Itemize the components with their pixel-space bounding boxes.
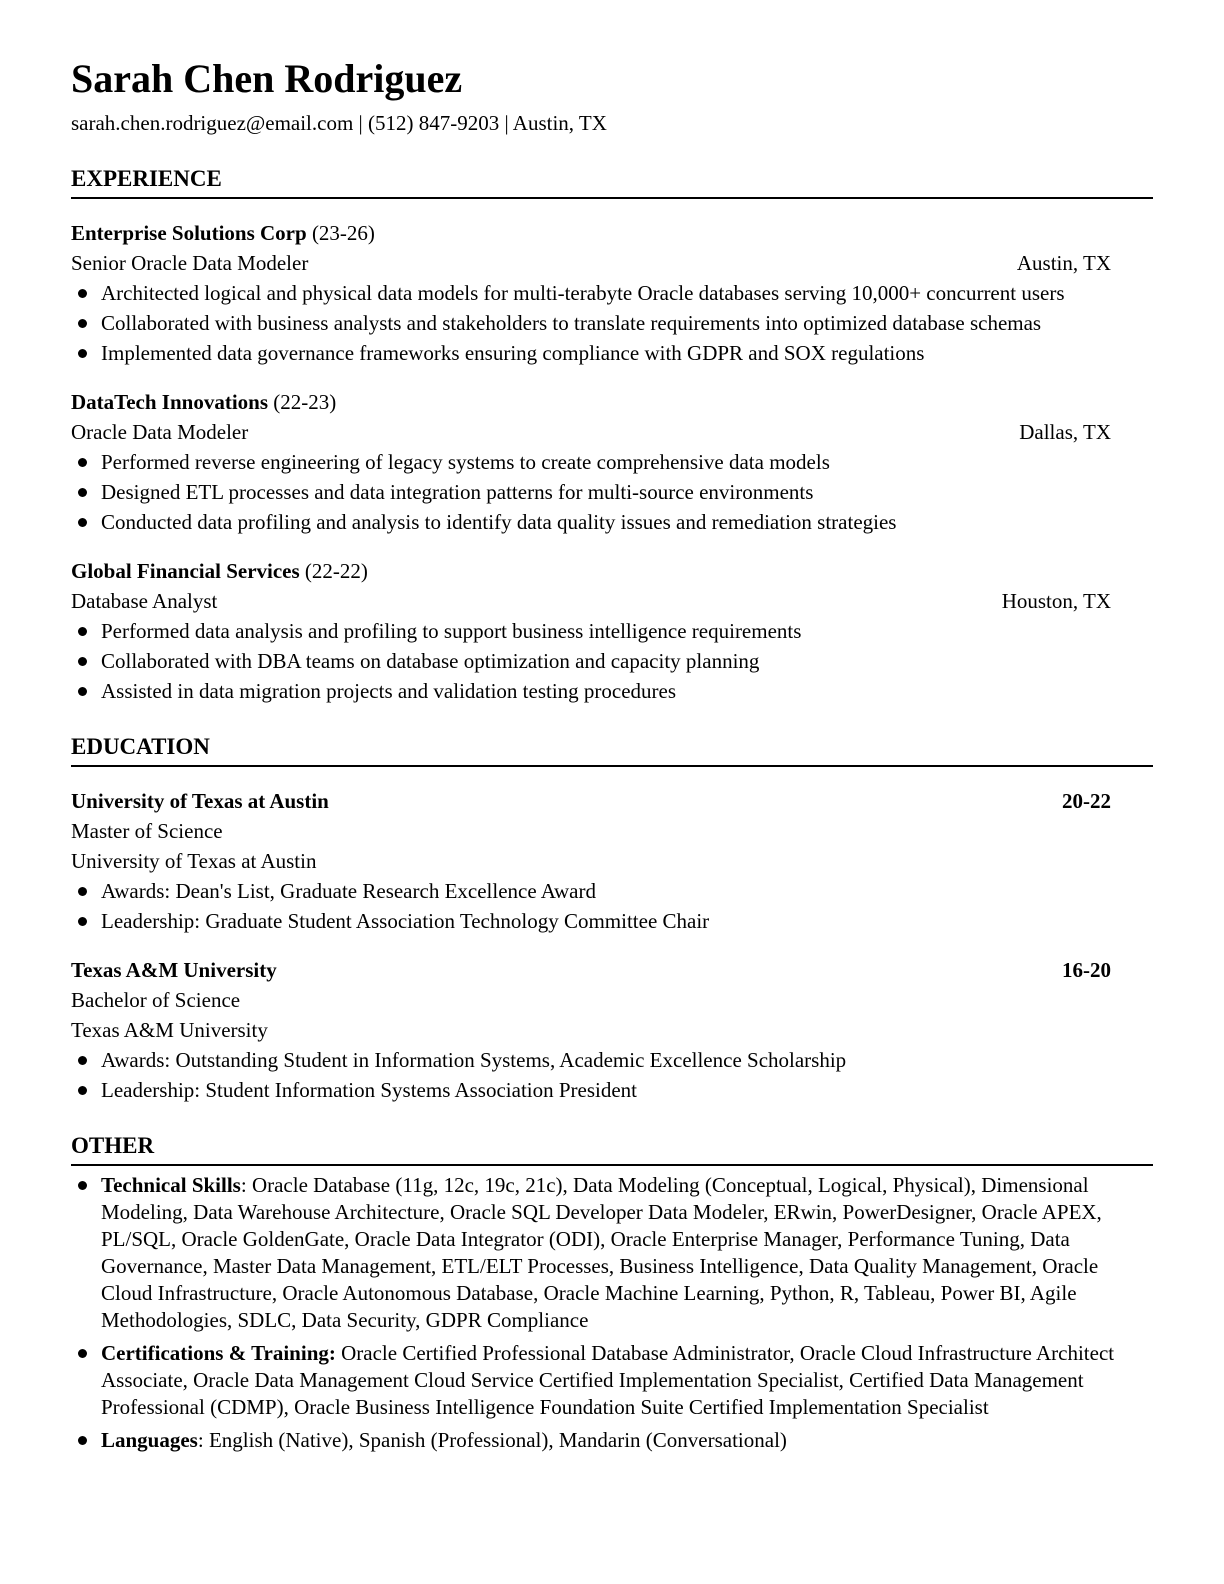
bullet-item: Awards: Dean's List, Graduate Research Excellence Award — [71, 876, 1153, 906]
role-line — [71, 417, 1153, 447]
school-dates: 16-20 — [1062, 958, 1111, 982]
bullet-item: Leadership: Graduate Student Association Technology Committee Chair — [71, 906, 1153, 936]
bullet-item: Architected logical and physical data models for multi-terabyte Oracle databases serving 10,000+ concurrent users — [71, 278, 1153, 308]
bullet-icon — [78, 887, 87, 896]
school-dates: 20-22 — [1062, 789, 1111, 813]
bullet-icon — [78, 458, 87, 467]
degree: Bachelor of Science — [71, 988, 241, 1012]
job-location: Dallas, TX — [1019, 420, 1111, 444]
job-role: Senior Oracle Data Modeler — [71, 251, 309, 275]
job-location: Houston, TX — [1001, 589, 1111, 613]
institution: University of Texas at Austin — [71, 849, 317, 873]
other-text: Oracle Certified Professional Database Administrator, Oracle Cloud Infrastructure Architect Associate, Oracle Data Management Cloud Service Certified Implementation Specialist, Certified Data Management Professional (CDMP), Oracle Business Intelligence Foundation Suite Certified Implementation Specialist — [101, 1341, 1115, 1419]
job-entry — [71, 218, 1153, 368]
other-text: : Oracle Database (11g, 12c, 19c, 21c), Data Modeling (Conceptual, Logical, Physical), Dimensional Modeling, Data Warehouse Architecture, Oracle SQL Developer Data Modeler, ERwin, PowerDesigner, Oracle APEX, PL/SQL, Oracle GoldenGate, Oracle Data Integrator (ODI), Oracle Enterprise Manager, Performance Tuning, Data Governance, Master Data Management, ETL/ELT Processes, Business Intelligence, Data Quality Management, Oracle Cloud Infrastructure, Oracle Autonomous Database, Oracle Machine Learning, Python, R, Tableau, Power BI, Agile Methodologies, SDLC, Data Security, GDPR Compliance — [101, 1173, 1102, 1332]
section-title-education: EDUCATION — [71, 734, 1153, 767]
school-entry — [71, 955, 1153, 1105]
bullet-item: Performed data analysis and profiling to support business intelligence requirements — [71, 616, 1153, 646]
company-name: Enterprise Solutions Corp — [71, 221, 307, 245]
company-dates: (23-26) — [311, 221, 375, 245]
bullet-icon — [78, 917, 87, 926]
bullet-item: Collaborated with DBA teams on database optimization and capacity planning — [71, 646, 1153, 676]
other-bullets — [71, 1172, 1153, 1454]
institution: Texas A&M University — [71, 1018, 268, 1042]
school-line — [71, 955, 1153, 985]
bullet-item: Awards: Outstanding Student in Information Systems, Academic Excellence Scholarship — [71, 1045, 1153, 1075]
school-name: Texas A&M University — [71, 958, 277, 982]
bullet-item: Performed reverse engineering of legacy systems to create comprehensive data models — [71, 447, 1153, 477]
job-role: Oracle Data Modeler — [71, 420, 249, 444]
other-label: Technical Skills — [101, 1173, 241, 1197]
school-entry — [71, 786, 1153, 936]
bullet-icon — [78, 518, 87, 527]
bullet-icon — [78, 1436, 87, 1445]
school-bullets — [71, 1045, 1153, 1105]
bullet-icon — [78, 1056, 87, 1065]
other-label: Languages — [101, 1428, 198, 1452]
other-item — [71, 1427, 1153, 1454]
role-line — [71, 586, 1153, 616]
role-line — [71, 248, 1153, 278]
bullet-icon — [78, 687, 87, 696]
job-location: Austin, TX — [1016, 251, 1111, 275]
other-item — [71, 1172, 1153, 1334]
job-role: Database Analyst — [71, 589, 218, 613]
section-title-other: OTHER — [71, 1133, 1153, 1166]
job-bullets — [71, 616, 1153, 706]
bullet-icon — [78, 289, 87, 298]
degree: Master of Science — [71, 819, 223, 843]
school-line — [71, 786, 1153, 816]
bullet-item: Implemented data governance frameworks ensuring compliance with GDPR and SOX regulations — [71, 338, 1153, 368]
bullet-item: Conducted data profiling and analysis to identify data quality issues and remediation strategies — [71, 507, 1153, 537]
school-name: University of Texas at Austin — [71, 789, 329, 813]
contact-line: sarah.chen.rodriguez@email.com | (512) 847-9203 | Austin, TX — [71, 111, 607, 135]
bullet-icon — [78, 488, 87, 497]
bullet-item: Designed ETL processes and data integration patterns for multi-source environments — [71, 477, 1153, 507]
bullet-icon — [78, 1181, 87, 1190]
company-line — [71, 556, 1153, 586]
bullet-item: Assisted in data migration projects and validation testing procedures — [71, 676, 1153, 706]
job-bullets — [71, 278, 1153, 368]
job-entry — [71, 387, 1153, 537]
bullet-icon — [78, 1086, 87, 1095]
other-label: Certifications & Training: — [101, 1341, 336, 1365]
company-line — [71, 218, 1153, 248]
other-item — [71, 1340, 1153, 1421]
company-name: Global Financial Services — [71, 559, 300, 583]
section-title-experience: EXPERIENCE — [71, 166, 1153, 199]
bullet-icon — [78, 657, 87, 666]
bullet-item: Leadership: Student Information Systems Association President — [71, 1075, 1153, 1105]
bullet-icon — [78, 319, 87, 328]
bullet-item: Collaborated with business analysts and stakeholders to translate requirements into optimized database schemas — [71, 308, 1153, 338]
other-text: : English (Native), Spanish (Professional), Mandarin (Conversational) — [197, 1428, 787, 1452]
bullet-icon — [78, 349, 87, 358]
bullet-icon — [78, 627, 87, 636]
bullet-icon — [78, 1349, 87, 1358]
company-line — [71, 387, 1153, 417]
company-dates: (22-22) — [304, 559, 368, 583]
other-section — [71, 1133, 1153, 1454]
job-entry — [71, 556, 1153, 706]
company-dates: (22-23) — [273, 390, 337, 414]
job-bullets — [71, 447, 1153, 537]
resume-name: Sarah Chen Rodriguez — [71, 56, 463, 101]
school-bullets — [71, 876, 1153, 936]
company-name: DataTech Innovations — [71, 390, 269, 414]
